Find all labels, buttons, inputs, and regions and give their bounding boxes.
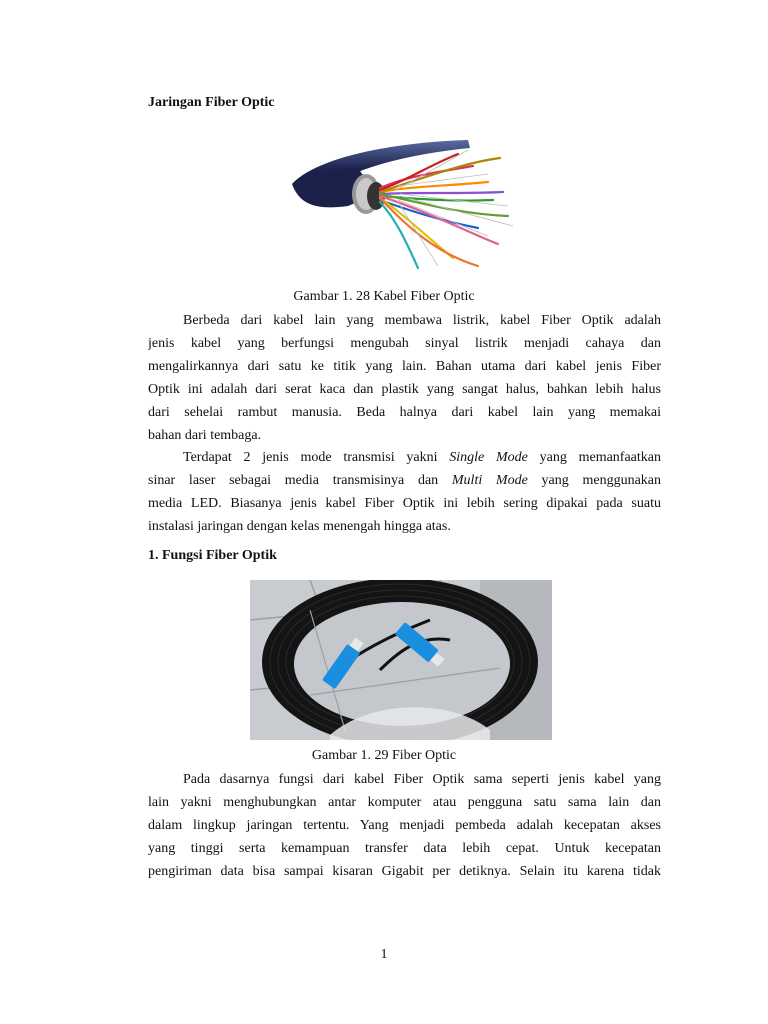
text-segment: yang memanfaatkan bbox=[539, 450, 661, 465]
text-segment: yang menggunakan bbox=[541, 473, 661, 488]
paragraph-line: pengiriman data bisa sampai kisaran Gigabit per detiknya. Selain itu karena tidak bbox=[148, 864, 661, 879]
italic-term-multi-mode: Multi Mode bbox=[451, 473, 528, 488]
paragraph-line: jenis kabel yang berfungsi mengubah sinyal listrik menjadi cahaya dan bbox=[148, 336, 661, 351]
paragraph-line: bahan dari tembaga. bbox=[148, 428, 262, 443]
figure-caption-2: Gambar 1. 29 Fiber Optic bbox=[311, 748, 457, 763]
paragraph-line: Pada dasarnya fungsi dari kabel Fiber Optik sama seperti jenis kabel yang bbox=[183, 772, 661, 787]
paragraph-line bbox=[148, 446, 661, 469]
paragraph-line: media LED. Biasanya jenis kabel Fiber Optik ini lebih sering dipakai pada suatu bbox=[148, 496, 661, 511]
fiber-optic-cable-image bbox=[288, 136, 518, 278]
paragraph-line: dari sehelai rambut manusia. Beda halnya dari kabel lain yang memakai bbox=[148, 405, 661, 420]
section-heading: 1. Fungsi Fiber Optik bbox=[148, 548, 277, 563]
text-segment: Terdapat 2 jenis mode transmisi yakni bbox=[183, 450, 438, 465]
italic-term-single-mode: Single Mode bbox=[449, 450, 528, 465]
paragraph-2 bbox=[148, 446, 661, 538]
text-segment: sinar laser sebagai media transmisinya dan bbox=[148, 473, 439, 488]
paragraph-line: mengalirkannya dari satu ke titik yang lain. Bahan utama dari kabel jenis Fiber bbox=[148, 359, 661, 374]
paragraph-line bbox=[148, 469, 661, 492]
paragraph-line: Berbeda dari kabel lain yang membawa listrik, kabel Fiber Optik adalah bbox=[183, 313, 661, 328]
paragraph-line: Optik ini adalah dari serat kaca dan plastik yang sangat halus, bahkan lebih halus bbox=[148, 382, 661, 397]
paragraph-3 bbox=[148, 768, 661, 883]
paragraph-line: lain yakni menghubungkan antar komputer atau pengguna satu sama lain dan bbox=[148, 795, 661, 810]
paragraph-line: instalasi jaringan dengan kelas menengah hingga atas. bbox=[148, 519, 451, 534]
paragraph-1 bbox=[148, 309, 661, 447]
paragraph-line: yang tinggi serta kemampuan transfer data lebih cepat. Untuk kecepatan bbox=[148, 841, 661, 856]
page-number: 1 bbox=[380, 947, 388, 962]
fiber-optic-coil-image bbox=[250, 580, 552, 740]
figure-caption-1: Gambar 1. 28 Kabel Fiber Optic bbox=[293, 289, 475, 304]
document-title: Jaringan Fiber Optic bbox=[148, 95, 275, 110]
paragraph-line: dalam lingkup jaringan tertentu. Yang menjadi pembeda adalah kecepatan akses bbox=[148, 818, 661, 833]
